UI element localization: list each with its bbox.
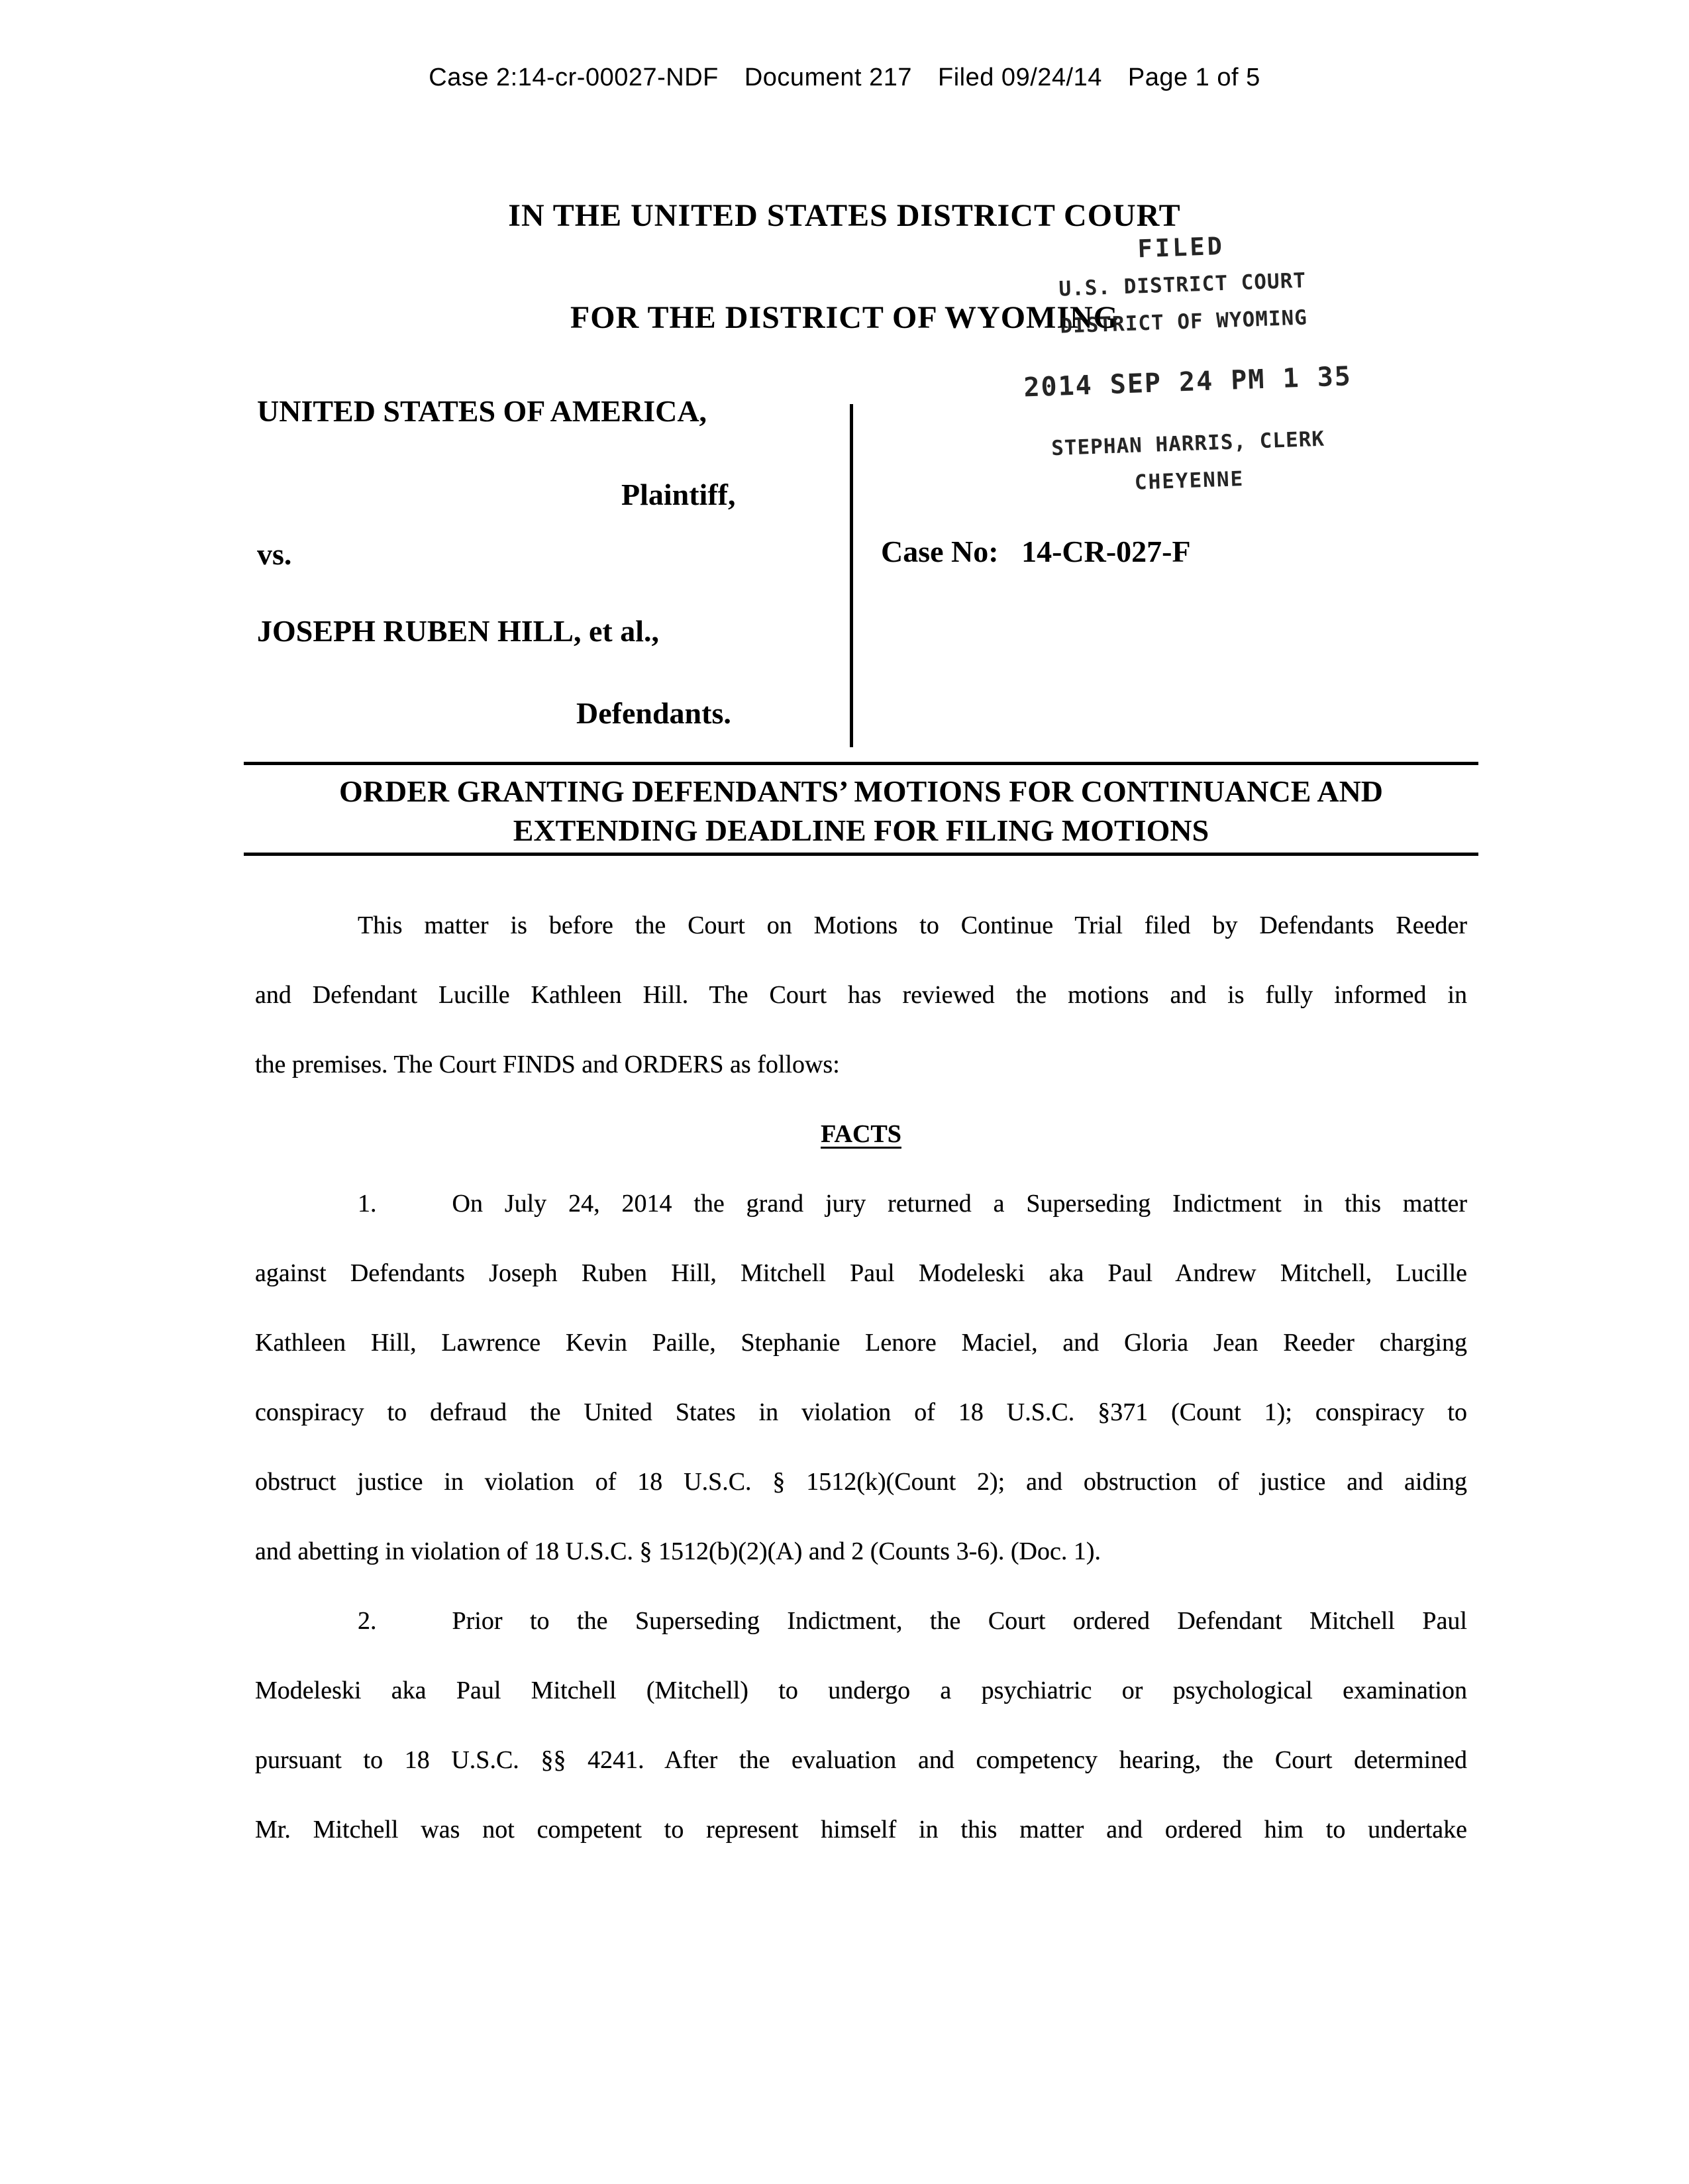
caption-plaintiff-role: Plaintiff, (621, 478, 736, 511)
stamp-court-text: U.S. DISTRICT COURT (1058, 268, 1307, 301)
stamp-district-text: DISTRICT OF WYOMING (1059, 305, 1308, 338)
stamp-clerk-text: STEPHAN HARRIS, CLERK (1050, 427, 1325, 461)
body-line: This matter is before the Court on Motions to Continue Trial filed by Defendants Reeder (358, 911, 1467, 939)
body-line: and Defendant Lucille Kathleen Hill. The Court has reviewed the motions and is fully informed in (255, 981, 1467, 1009)
body-line: 1. On July 24, 2014 the grand jury returned a Superseding Indictment in this matter (358, 1190, 1467, 1218)
stamp-city-text: CHEYENNE (1134, 467, 1245, 495)
caption-defendant-name: JOSEPH RUBEN HILL, et al., (257, 614, 660, 648)
caption-divider-line (850, 404, 853, 747)
caption-defendant-role: Defendants. (576, 696, 731, 730)
body-line: Mr. Mitchell was not competent to represent himself in this matter and ordered him to undertake (255, 1816, 1467, 1844)
body-line: pursuant to 18 U.S.C. §§ 4241. After the evaluation and competency hearing, the Court determined (255, 1746, 1467, 1774)
body-line: Kathleen Hill, Lawrence Kevin Paille, Stephanie Lenore Maciel, and Gloria Jean Reeder charging (255, 1329, 1467, 1357)
filed-stamp (1019, 228, 1353, 524)
stamp-datetime-text: 2014 SEP 24 PM 1 35 (1023, 361, 1353, 403)
order-title-line2: EXTENDING DEADLINE FOR FILING MOTIONS (513, 813, 1209, 847)
body-line: against Defendants Joseph Ruben Hill, Mitchell Paul Modeleski aka Paul Andrew Mitchell, Lucille (255, 1259, 1467, 1287)
body-line: obstruct justice in violation of 18 U.S.C. § 1512(k)(Count 2); and obstruction of justice and aiding (255, 1468, 1467, 1496)
caption-plaintiff-name: UNITED STATES OF AMERICA, (257, 394, 707, 428)
body-line: and abetting in violation of 18 U.S.C. § 1512(b)(2)(A) and 2 (Counts 3-6). (Doc. 1). (255, 1537, 1101, 1565)
court-title-line1: IN THE UNITED STATES DISTRICT COURT (508, 198, 1181, 233)
order-title-line1: ORDER GRANTING DEFENDANTS’ MOTIONS FOR CONTINUANCE AND (338, 774, 1384, 808)
court-title-line2: FOR THE DISTRICT OF WYOMING (570, 300, 1119, 335)
stamp-filed-text: FILED (1137, 231, 1225, 264)
body-line: Modeleski aka Paul Mitchell (Mitchell) to undergo a psychiatric or psychological examination (255, 1677, 1467, 1704)
body-line: conspiracy to defraud the United States in violation of 18 U.S.C. §371 (Count 1); conspiracy to (255, 1398, 1467, 1426)
caption-case-number: Case No: 14-CR-027-F (881, 535, 1191, 568)
order-title-top-rule (244, 762, 1478, 765)
facts-heading: FACTS (821, 1120, 901, 1148)
order-title-bottom-rule (244, 853, 1478, 856)
body-line: the premises. The Court FINDS and ORDERS as follows: (255, 1051, 840, 1078)
caption-versus: vs. (257, 537, 292, 571)
body-line: 2. Prior to the Superseding Indictment, the Court ordered Defendant Mitchell Paul (358, 1607, 1467, 1635)
body-text (255, 891, 1467, 1865)
case-filing-header: Case 2:14-cr-00027-NDF Document 217 Filed 09/24/14 Page 1 of 5 (429, 64, 1260, 91)
